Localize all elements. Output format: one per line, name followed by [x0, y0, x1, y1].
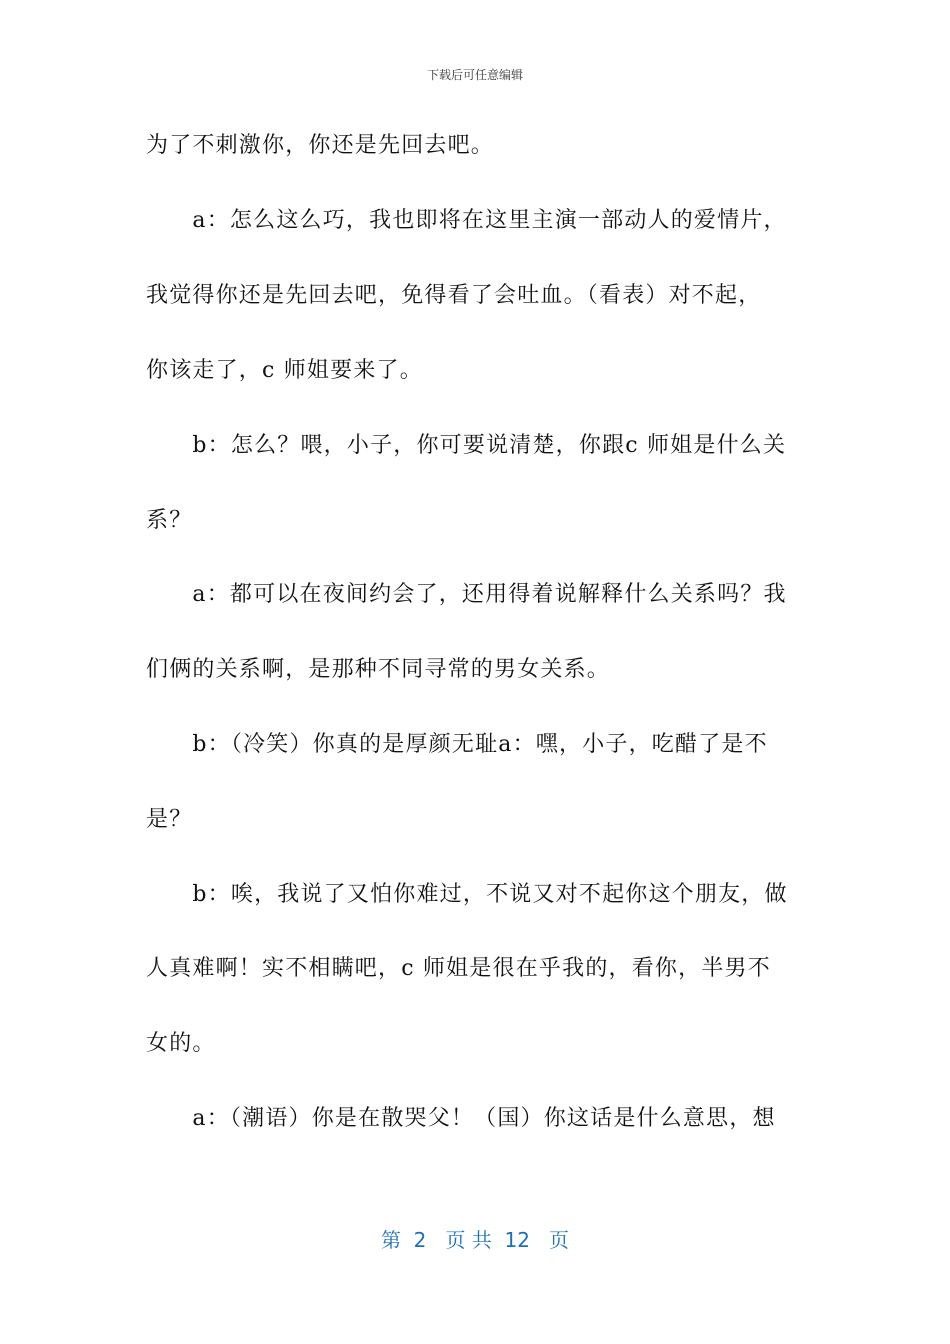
text-line: a：都可以在夜间约会了，还用得着说解释什么关系吗？我 [146, 582, 787, 607]
text-line: b：怎么？喂，小子，你可要说清楚，你跟c 师姐是什么关 [146, 433, 787, 458]
text-line: 为了不刺激你，你还是先回去吧。 [146, 133, 495, 158]
text-line: 女的。 [146, 1031, 216, 1056]
text-line: b：（冷笑）你真的是厚颜无耻a：嘿，小子，吃醋了是不 [146, 732, 768, 757]
page-number-footer: 第 2 页 共 12 页 [380, 1228, 570, 1252]
text-line: 们俩的关系啊，是那种不同寻常的男女关系。 [146, 657, 611, 682]
text-line: 你该走了，c 师姐要来了。 [146, 358, 423, 383]
text-line: 我觉得你还是先回去吧，免得看了会吐血。（看表）对不起， [146, 283, 762, 308]
text-line: a：（潮语）你是在散哭父！（国）你这话是什么意思，想 [146, 1106, 776, 1131]
text-line: b：唉，我说了又怕你难过，不说又对不起你这个朋友，做 [146, 882, 788, 907]
text-line: a：怎么这么巧，我也即将在这里主演一部动人的爱情片， [146, 208, 787, 233]
text-line: 系？ [146, 508, 193, 533]
text-line: 人真难啊！实不相瞒吧，c 师姐是很在乎我的，看你，半男不 [146, 956, 771, 981]
page-header: 下载后可任意编辑 [426, 68, 523, 82]
text-line: 是？ [146, 807, 193, 832]
